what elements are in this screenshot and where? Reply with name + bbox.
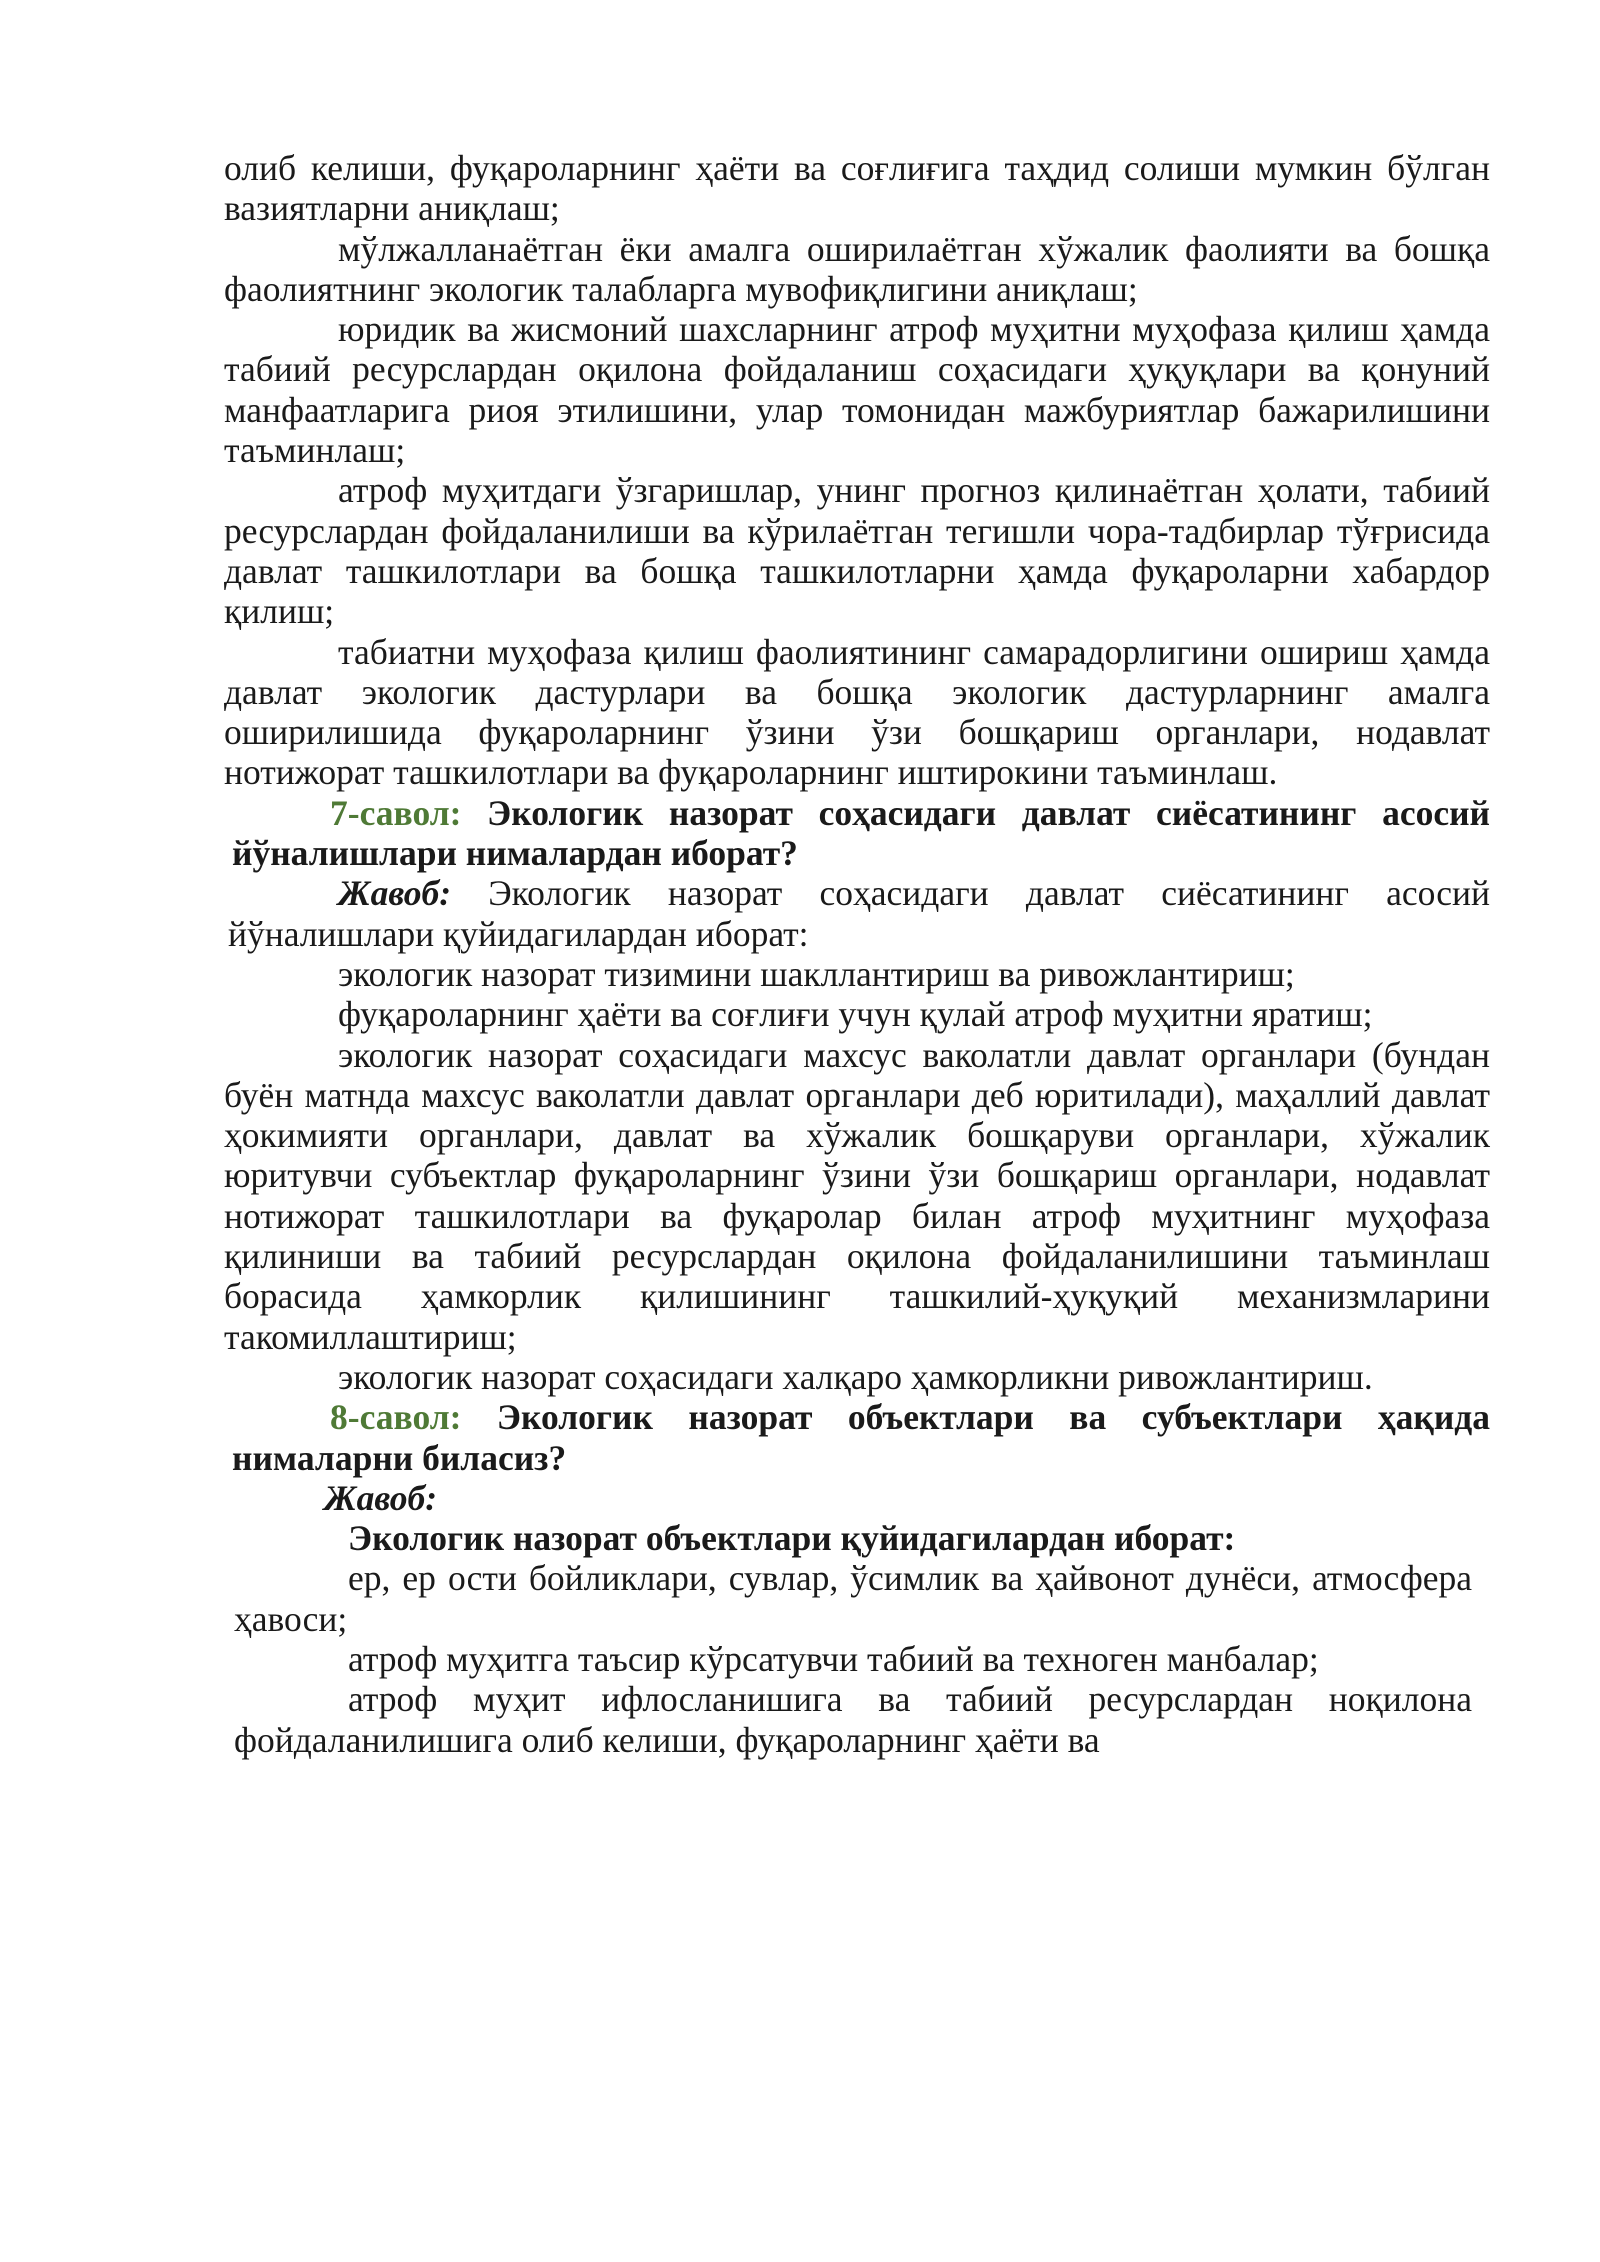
answer-7 [224,873,1490,954]
answer-7-text: Экологик назорат соҳасидаги давлат сиёсатининг асосий йўналишлари қуйидагилардан иборат: [228,873,1491,954]
paragraph-continuation: олиб келиши, фуқароларнинг ҳаёти ва соғлиғига таҳдид солиши мумкин бўлган вазиятларни аниқлаш; [224,148,1490,229]
paragraph: атроф муҳитдаги ўзгаришлар, унинг прогноз қилинаётган ҳолати, табиий ресурслардан фойдаланилиши ва кўрилаётган тегишли чора-тадбирлар тўғрисида давлат ташкилотлари ва бошқа ташкилотларни ҳамда фуқароларни хабардор қилиш; [224,470,1490,632]
paragraph: юридик ва жисмоний шахсларнинг атроф муҳитни муҳофаза қилиш ҳамда табиий ресурслардан оқилона фойдаланиш соҳасидаги ҳуқуқлари ва қонуний манфаатларига риоя этилишини, улар томонидан мажбуриятлар бажарилишини таъминлаш; [224,309,1490,471]
list-item: экологик назорат тизимини шакллантириш ва ривожлантириш; [338,953,1295,994]
list-item: атроф муҳитга таъсир кўрсатувчи табиий ва техноген манбалар; [348,1638,1319,1679]
question-7-text: Экологик назорат соҳасидаги давлат сиёсатининг асосий йўналишлари нималардан иборат? [232,792,1491,874]
question-8 [224,1397,1490,1478]
list-item: ер, ер ости бойликлари, сувлар, ўсимлик ва ҳайвонот дунёси, атмосфера ҳавоси; [234,1558,1472,1639]
answer-8-label: Жавоб: [324,1477,438,1518]
question-7 [224,793,1490,874]
question-8-text: Экологик назорат объектлари ва субъектлари ҳақида нималарни биласиз? [232,1397,1490,1478]
list-item: атроф муҳит ифлосланишига ва табиий ресурслардан ноқилона фойдаланилишига олиб келиши, фуқароларнинг ҳаёти ва [234,1679,1472,1760]
document-body [224,148,1490,1760]
answer-8-heading: Экологик назорат объектлари қуйидагилардан иборат: [348,1518,1236,1559]
list-item: экологик назорат соҳасидаги халқаро ҳамкорликни ривожлантириш. [338,1356,1373,1397]
question-7-label: 7-савол: [330,792,462,833]
answer-7-label: Жавоб: [338,873,452,914]
list-item: экологик назорат соҳасидаги махсус ваколатли давлат органлари (бундан буён матнда махсус ваколатли давлат органлари деб юритилади), маҳаллий давлат ҳокимияти органлари, давлат ва хўжалик бошқаруви органлари, хўжалик юритувчи субъектлар фуқароларнинг ўзини ўзи бошқариш органлари, нодавлат нотижорат ташкилотлари ва фуқаролар билан атроф муҳитнинг муҳофаза қилиниши ва табиий ресурслардан оқилона фойдаланилишини таъминлаш борасида ҳамкорлик қилишининг ташкилий-ҳуқуқий механизмларини такомиллаштириш; [224,1034,1490,1357]
list-item: фуқароларнинг ҳаёти ва соғлиғи учун қулай атроф муҳитни яратиш; [338,994,1373,1035]
question-8-label: 8-савол: [330,1397,462,1438]
paragraph: табиатни муҳофаза қилиш фаолиятининг самарадорлигини ошириш ҳамда давлат экологик дастурлари ва бошқа экологик дастурларнинг амалга оширилишида фуқароларнинг ўзини ўзи бошқариш органлари, нодавлат нотижорат ташкилотлари ва фуқароларнинг иштирокини таъминлаш. [224,631,1490,793]
paragraph: мўлжалланаётган ёки амалга оширилаётган хўжалик фаолияти ва бошқа фаолиятнинг экологик талабларга мувофиқлигини аниқлаш; [224,228,1490,309]
